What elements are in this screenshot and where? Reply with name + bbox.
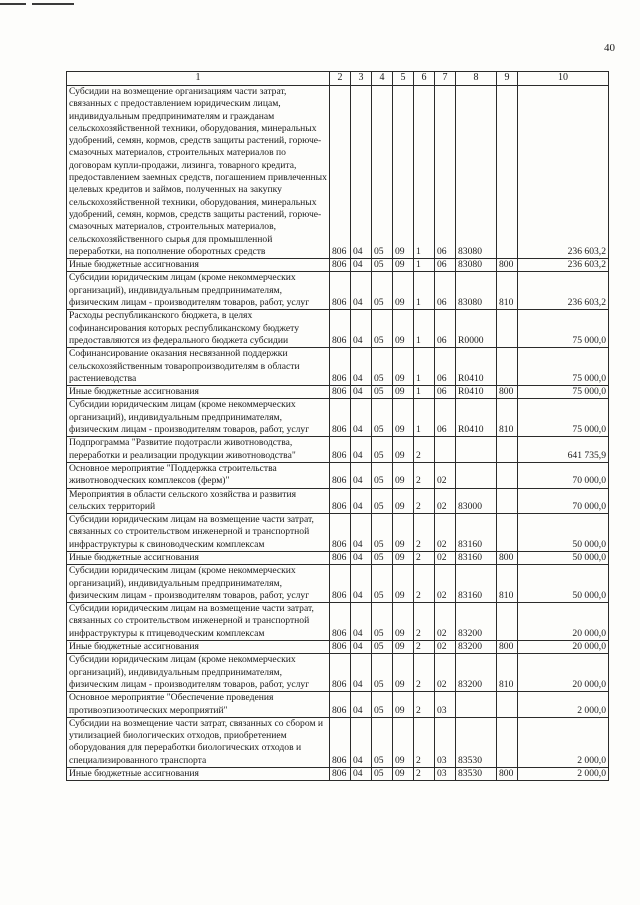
amount-cell: 20 000,0 — [518, 603, 609, 641]
item-name-cell: Субсидии юридическим лицам (кроме некоммерческих организаций), индивидуальным предпринимателям, физическим лицам - производителям товаров, работ, услуг — [67, 565, 330, 603]
code-section-cell: 04 — [351, 86, 372, 259]
table-row — [67, 399, 609, 437]
item-name-cell: Субсидии юридическим лицам (кроме некоммерческих организаций), индивидуальным предпринимателям, физическим лицам - производителям товаров, работ, услуг — [67, 399, 330, 437]
code-subprogram-cell: 1 — [414, 86, 435, 259]
code-expense-type-cell: 800 — [497, 259, 518, 272]
code-subprogram-cell: 2 — [414, 437, 435, 463]
code-subsection-cell: 05 — [372, 437, 393, 463]
table-row — [67, 348, 609, 386]
code-activity-cell — [435, 437, 456, 463]
code-expense-type-cell: 800 — [497, 386, 518, 399]
code-section-cell: 04 — [351, 603, 372, 641]
code-expense-type-cell: 810 — [497, 654, 518, 692]
column-header: 4 — [372, 72, 393, 86]
code-program-cell: 09 — [393, 551, 414, 564]
code-subsection-cell: 05 — [372, 386, 393, 399]
item-name-cell: Основное мероприятие "Обеспечение проведения противоэпизоотических мероприятий" — [67, 692, 330, 718]
table-row — [67, 462, 609, 488]
code-section-cell: 04 — [351, 551, 372, 564]
code-expense-type-cell — [497, 462, 518, 488]
code-expense-type-cell: 800 — [497, 768, 518, 781]
code-program-cell: 09 — [393, 654, 414, 692]
code-subsection-cell: 05 — [372, 348, 393, 386]
code-ministry-cell: 806 — [330, 603, 351, 641]
code-ministry-cell: 806 — [330, 692, 351, 718]
header-row — [67, 72, 609, 86]
budget-table — [66, 71, 609, 781]
code-program-cell: 09 — [393, 717, 414, 767]
column-header: 1 — [67, 72, 330, 86]
table-row — [67, 86, 609, 259]
code-expense-type-cell — [497, 86, 518, 259]
code-section-cell: 04 — [351, 514, 372, 552]
code-program-cell: 09 — [393, 641, 414, 654]
table-row — [67, 654, 609, 692]
code-section-cell: 04 — [351, 259, 372, 272]
table-row — [67, 272, 609, 310]
code-subsection-cell: 05 — [372, 565, 393, 603]
code-direction-cell: 83160 — [456, 514, 497, 552]
code-subsection-cell: 05 — [372, 654, 393, 692]
item-name-cell: Субсидии юридическим лицам на возмещение части затрат, связанных со строительством инженерной и транспортной инфраструктуры к свиноводческим комплексам — [67, 514, 330, 552]
code-subsection-cell: 05 — [372, 551, 393, 564]
code-ministry-cell: 806 — [330, 259, 351, 272]
code-subprogram-cell: 2 — [414, 514, 435, 552]
code-program-cell: 09 — [393, 488, 414, 514]
code-direction-cell: 83080 — [456, 272, 497, 310]
code-subprogram-cell: 1 — [414, 259, 435, 272]
table-row — [67, 603, 609, 641]
code-activity-cell: 03 — [435, 717, 456, 767]
code-program-cell: 09 — [393, 310, 414, 348]
code-activity-cell: 02 — [435, 641, 456, 654]
code-subprogram-cell: 2 — [414, 462, 435, 488]
code-section-cell: 04 — [351, 641, 372, 654]
code-ministry-cell: 806 — [330, 272, 351, 310]
column-header: 7 — [435, 72, 456, 86]
amount-cell: 70 000,0 — [518, 488, 609, 514]
code-ministry-cell: 806 — [330, 768, 351, 781]
table-row — [67, 386, 609, 399]
code-subsection-cell: 05 — [372, 462, 393, 488]
code-program-cell: 09 — [393, 462, 414, 488]
code-program-cell: 09 — [393, 386, 414, 399]
code-direction-cell: 83530 — [456, 768, 497, 781]
code-ministry-cell: 806 — [330, 551, 351, 564]
amount-cell: 50 000,0 — [518, 514, 609, 552]
code-program-cell: 09 — [393, 259, 414, 272]
item-name-cell: Субсидии на возмещение части затрат, связанных со сбором и утилизацией биологических отходов, приобретением оборудования для переработки биологических отходов и специализированного транспорта — [67, 717, 330, 767]
code-program-cell: 09 — [393, 272, 414, 310]
code-direction-cell: R0000 — [456, 310, 497, 348]
code-subprogram-cell: 1 — [414, 310, 435, 348]
code-program-cell: 09 — [393, 768, 414, 781]
code-section-cell: 04 — [351, 272, 372, 310]
item-name-cell: Субсидии юридическим лицам (кроме некоммерческих организаций), индивидуальным предпринимателям, физическим лицам - производителям товаров, работ, услуг — [67, 272, 330, 310]
amount-cell: 2 000,0 — [518, 717, 609, 767]
code-activity-cell: 03 — [435, 768, 456, 781]
code-section-cell: 04 — [351, 692, 372, 718]
code-activity-cell: 02 — [435, 514, 456, 552]
code-direction-cell: 83000 — [456, 488, 497, 514]
amount-cell: 641 735,9 — [518, 437, 609, 463]
amount-cell: 75 000,0 — [518, 310, 609, 348]
column-header: 2 — [330, 72, 351, 86]
table-row — [67, 692, 609, 718]
code-expense-type-cell — [497, 310, 518, 348]
code-subsection-cell: 05 — [372, 488, 393, 514]
code-subprogram-cell: 1 — [414, 348, 435, 386]
code-direction-cell: 83200 — [456, 654, 497, 692]
code-section-cell: 04 — [351, 768, 372, 781]
column-header: 6 — [414, 72, 435, 86]
amount-cell: 20 000,0 — [518, 654, 609, 692]
code-activity-cell: 02 — [435, 462, 456, 488]
code-expense-type-cell: 800 — [497, 641, 518, 654]
code-subsection-cell: 05 — [372, 603, 393, 641]
column-header: 10 — [518, 72, 609, 86]
code-section-cell: 04 — [351, 462, 372, 488]
code-expense-type-cell: 810 — [497, 565, 518, 603]
scan-artifact — [32, 3, 74, 5]
table-row — [67, 437, 609, 463]
code-subprogram-cell: 2 — [414, 488, 435, 514]
code-activity-cell: 06 — [435, 386, 456, 399]
code-direction-cell: 83160 — [456, 551, 497, 564]
code-subsection-cell: 05 — [372, 399, 393, 437]
item-name-cell: Основное мероприятие "Поддержка строительства животноводческих комплексов (ферм)" — [67, 462, 330, 488]
column-header: 3 — [351, 72, 372, 86]
code-subprogram-cell: 2 — [414, 565, 435, 603]
code-subprogram-cell: 2 — [414, 603, 435, 641]
code-expense-type-cell — [497, 348, 518, 386]
code-subsection-cell: 05 — [372, 86, 393, 259]
item-name-cell: Подпрограмма "Развитие подотрасли животноводства, переработки и реализации продукции животноводства" — [67, 437, 330, 463]
code-program-cell: 09 — [393, 348, 414, 386]
amount-cell: 75 000,0 — [518, 386, 609, 399]
code-ministry-cell: 806 — [330, 86, 351, 259]
code-section-cell: 04 — [351, 348, 372, 386]
scan-artifact — [0, 3, 26, 5]
code-direction-cell: 83530 — [456, 717, 497, 767]
table-row — [67, 514, 609, 552]
code-activity-cell: 02 — [435, 488, 456, 514]
table-row — [67, 565, 609, 603]
item-name-cell: Субсидии на возмещение организациям части затрат, связанных с предоставлением юридическим лицам, индивидуальным предпринимателям и гражданам сельскохозяйственной техники, оборудования, минеральных удобрений, семян, кормов, средств защиты растений, горюче-смазочных материалов, строительных материалов по договорам купли-продажи, лизинга, товарного кредита, предоставлением заемных средств, погашением привлеченных целевых кредитов и займов, полученных на закупку сельскохозяйственной техники, оборудования, минеральных удобрений, семян, кормов, средств защиты растений, горюче-смазочных материалов, строительных материалов, сельскохозяйственного сырья для промышленной переработки, на пополнение оборотных средств — [67, 86, 330, 259]
code-expense-type-cell — [497, 603, 518, 641]
code-ministry-cell: 806 — [330, 654, 351, 692]
item-name-cell: Иные бюджетные ассигнования — [67, 259, 330, 272]
code-program-cell: 09 — [393, 692, 414, 718]
code-subprogram-cell: 2 — [414, 551, 435, 564]
code-program-cell: 09 — [393, 399, 414, 437]
code-ministry-cell: 806 — [330, 641, 351, 654]
code-activity-cell: 06 — [435, 86, 456, 259]
code-subprogram-cell: 2 — [414, 641, 435, 654]
code-ministry-cell: 806 — [330, 348, 351, 386]
item-name-cell: Иные бюджетные ассигнования — [67, 386, 330, 399]
amount-cell: 2 000,0 — [518, 768, 609, 781]
code-subsection-cell: 05 — [372, 514, 393, 552]
code-subsection-cell: 05 — [372, 272, 393, 310]
amount-cell: 50 000,0 — [518, 551, 609, 564]
code-subprogram-cell: 2 — [414, 654, 435, 692]
code-section-cell: 04 — [351, 310, 372, 348]
code-activity-cell: 06 — [435, 310, 456, 348]
page-number: 40 — [604, 42, 615, 54]
table-row — [67, 717, 609, 767]
table-row — [67, 259, 609, 272]
code-program-cell: 09 — [393, 603, 414, 641]
code-subprogram-cell: 1 — [414, 272, 435, 310]
code-program-cell: 09 — [393, 86, 414, 259]
code-activity-cell: 06 — [435, 259, 456, 272]
code-ministry-cell: 806 — [330, 437, 351, 463]
code-activity-cell: 06 — [435, 348, 456, 386]
code-section-cell: 04 — [351, 437, 372, 463]
amount-cell: 236 603,2 — [518, 272, 609, 310]
code-program-cell: 09 — [393, 437, 414, 463]
code-expense-type-cell — [497, 437, 518, 463]
column-header: 8 — [456, 72, 497, 86]
code-expense-type-cell: 810 — [497, 399, 518, 437]
code-ministry-cell: 806 — [330, 514, 351, 552]
code-section-cell: 04 — [351, 399, 372, 437]
code-activity-cell: 03 — [435, 692, 456, 718]
code-ministry-cell: 806 — [330, 386, 351, 399]
code-program-cell: 09 — [393, 514, 414, 552]
code-activity-cell: 06 — [435, 399, 456, 437]
code-section-cell: 04 — [351, 654, 372, 692]
code-direction-cell: R0410 — [456, 386, 497, 399]
amount-cell: 50 000,0 — [518, 565, 609, 603]
code-ministry-cell: 806 — [330, 399, 351, 437]
item-name-cell: Мероприятия в области сельского хозяйства и развития сельских территорий — [67, 488, 330, 514]
code-section-cell: 04 — [351, 488, 372, 514]
code-direction-cell: 83160 — [456, 565, 497, 603]
code-direction-cell: 83080 — [456, 259, 497, 272]
code-direction-cell: R0410 — [456, 348, 497, 386]
item-name-cell: Иные бюджетные ассигнования — [67, 641, 330, 654]
code-ministry-cell: 806 — [330, 565, 351, 603]
code-subsection-cell: 05 — [372, 310, 393, 348]
code-direction-cell: 83200 — [456, 603, 497, 641]
amount-cell: 75 000,0 — [518, 399, 609, 437]
code-activity-cell: 02 — [435, 603, 456, 641]
table-row — [67, 488, 609, 514]
column-header: 9 — [497, 72, 518, 86]
amount-cell: 20 000,0 — [518, 641, 609, 654]
code-subprogram-cell: 2 — [414, 768, 435, 781]
code-expense-type-cell: 810 — [497, 272, 518, 310]
code-direction-cell: 83200 — [456, 641, 497, 654]
code-section-cell: 04 — [351, 386, 372, 399]
code-ministry-cell: 806 — [330, 717, 351, 767]
item-name-cell: Иные бюджетные ассигнования — [67, 768, 330, 781]
code-subsection-cell: 05 — [372, 259, 393, 272]
code-expense-type-cell — [497, 514, 518, 552]
table-row — [67, 768, 609, 781]
amount-cell: 70 000,0 — [518, 462, 609, 488]
code-expense-type-cell: 800 — [497, 551, 518, 564]
code-expense-type-cell — [497, 717, 518, 767]
code-expense-type-cell — [497, 488, 518, 514]
code-subsection-cell: 05 — [372, 717, 393, 767]
amount-cell: 236 603,2 — [518, 259, 609, 272]
code-subsection-cell: 05 — [372, 692, 393, 718]
code-ministry-cell: 806 — [330, 488, 351, 514]
code-activity-cell: 02 — [435, 565, 456, 603]
code-program-cell: 09 — [393, 565, 414, 603]
item-name-cell: Софинансирование оказания несвязанной поддержки сельскохозяйственным товаропроизводителям в области растениеводства — [67, 348, 330, 386]
code-subprogram-cell: 1 — [414, 399, 435, 437]
code-subsection-cell: 05 — [372, 768, 393, 781]
amount-cell: 75 000,0 — [518, 348, 609, 386]
code-ministry-cell: 806 — [330, 462, 351, 488]
item-name-cell: Расходы республиканского бюджета, в целях софинансирования которых республиканскому бюджету предоставляются из федерального бюджета субсидии — [67, 310, 330, 348]
code-activity-cell: 06 — [435, 272, 456, 310]
code-subprogram-cell: 1 — [414, 386, 435, 399]
code-direction-cell — [456, 462, 497, 488]
code-direction-cell: 83080 — [456, 86, 497, 259]
code-subprogram-cell: 2 — [414, 717, 435, 767]
code-direction-cell — [456, 437, 497, 463]
amount-cell: 236 603,2 — [518, 86, 609, 259]
code-section-cell: 04 — [351, 717, 372, 767]
table-row — [67, 551, 609, 564]
code-activity-cell: 02 — [435, 551, 456, 564]
code-section-cell: 04 — [351, 565, 372, 603]
table-row — [67, 310, 609, 348]
code-subprogram-cell: 2 — [414, 692, 435, 718]
item-name-cell: Субсидии юридическим лицам (кроме некоммерческих организаций), индивидуальным предпринимателям, физическим лицам - производителям товаров, работ, услуг — [67, 654, 330, 692]
amount-cell: 2 000,0 — [518, 692, 609, 718]
code-expense-type-cell — [497, 692, 518, 718]
table-row — [67, 641, 609, 654]
code-direction-cell — [456, 692, 497, 718]
item-name-cell: Субсидии юридическим лицам на возмещение части затрат, связанных со строительством инженерной и транспортной инфраструктуры к птицеводческим комплексам — [67, 603, 330, 641]
code-ministry-cell: 806 — [330, 310, 351, 348]
code-activity-cell: 02 — [435, 654, 456, 692]
column-header: 5 — [393, 72, 414, 86]
code-subsection-cell: 05 — [372, 641, 393, 654]
item-name-cell: Иные бюджетные ассигнования — [67, 551, 330, 564]
code-direction-cell: R0410 — [456, 399, 497, 437]
